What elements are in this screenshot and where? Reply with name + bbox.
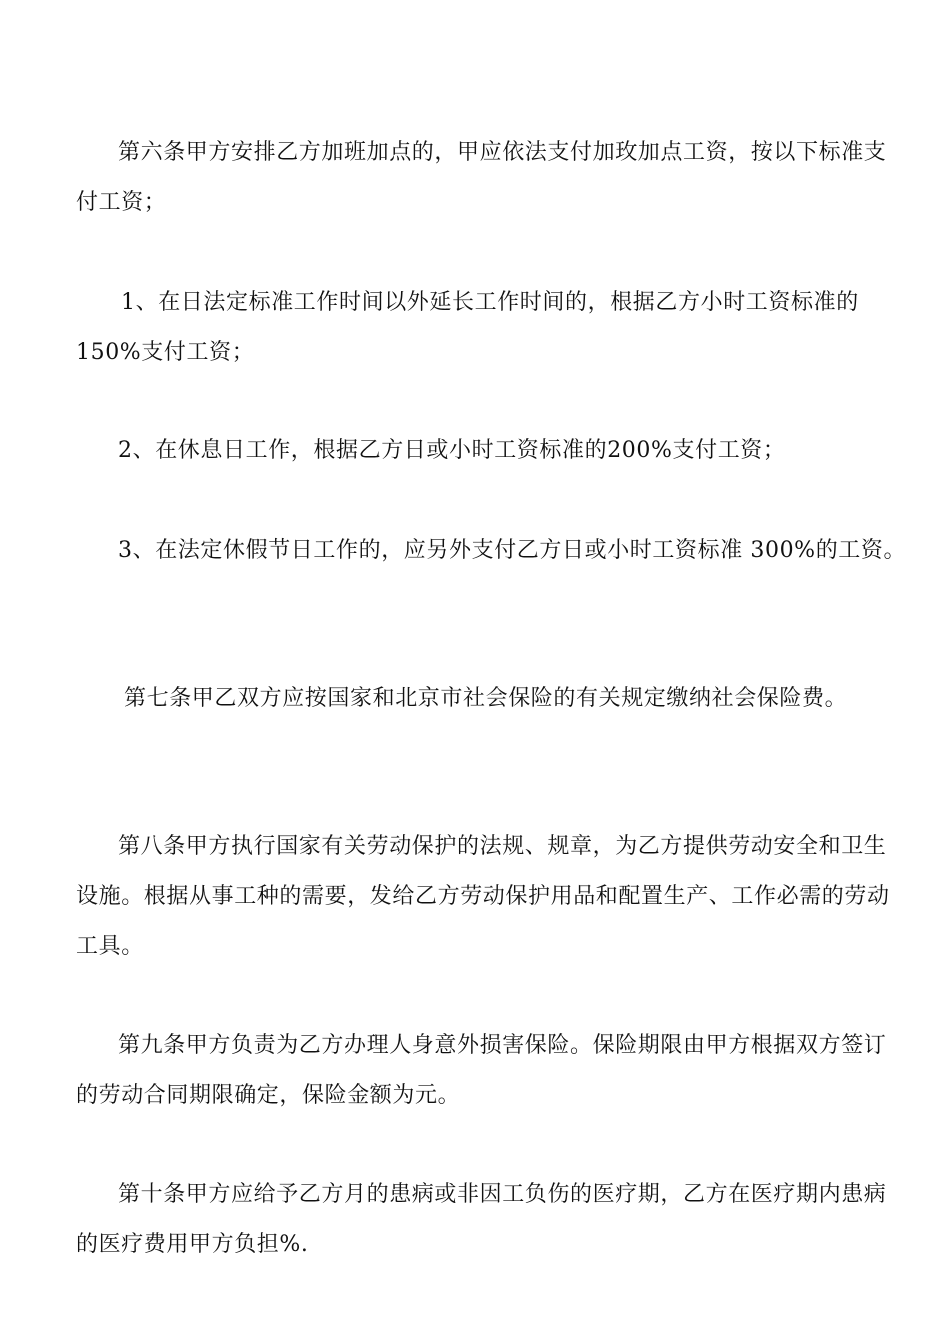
article-10-line-2: 的医疗费用甲方负担%. [76,1232,309,1257]
article-8-line-3: 工具。 [76,934,144,959]
article-6-line-1: 第六条甲方安排乙方加班加点的，甲应依法支付加玫加点工资，按以下标准支 [118,140,887,165]
article-6-item-2: 2、在休息日工作，根据乙方日或小时工资标准的200%支付工资； [118,438,786,463]
article-9-line-1: 第九条甲方负责为乙方办理人身意外损害保险。保险期限由甲方根据双方签订 [118,1033,887,1058]
article-6-item-3: 3、在法定休假节日工作的，应另外支付乙方日或小时工资标准 300%的工资。 [118,538,907,563]
article-8-line-1: 第八条甲方执行国家有关劳动保护的法规、规章，为乙方提供劳动安全和卫生 [118,834,887,859]
article-7: 第七条甲乙双方应按国家和北京市社会保险的有关规定缴纳社会保险费。 [124,686,848,711]
article-6-line-2: 付工资； [76,190,167,215]
article-8-line-2: 设施。根据从事工种的需要，发给乙方劳动保护用品和配置生产、工作必需的劳动 [76,884,890,909]
article-6-item-1-line-2: 150%支付工资； [76,340,255,365]
article-6-item-1-line-1: 1、在日法定标准工作时间以外延长工作时间的，根据乙方小时工资标准的 [121,290,859,315]
article-10-line-1: 第十条甲方应给予乙方月的患病或非因工负伤的医疗期，乙方在医疗期内患病 [118,1182,887,1207]
article-9-line-2: 的劳动合同期限确定，保险金额为元。 [76,1083,461,1108]
